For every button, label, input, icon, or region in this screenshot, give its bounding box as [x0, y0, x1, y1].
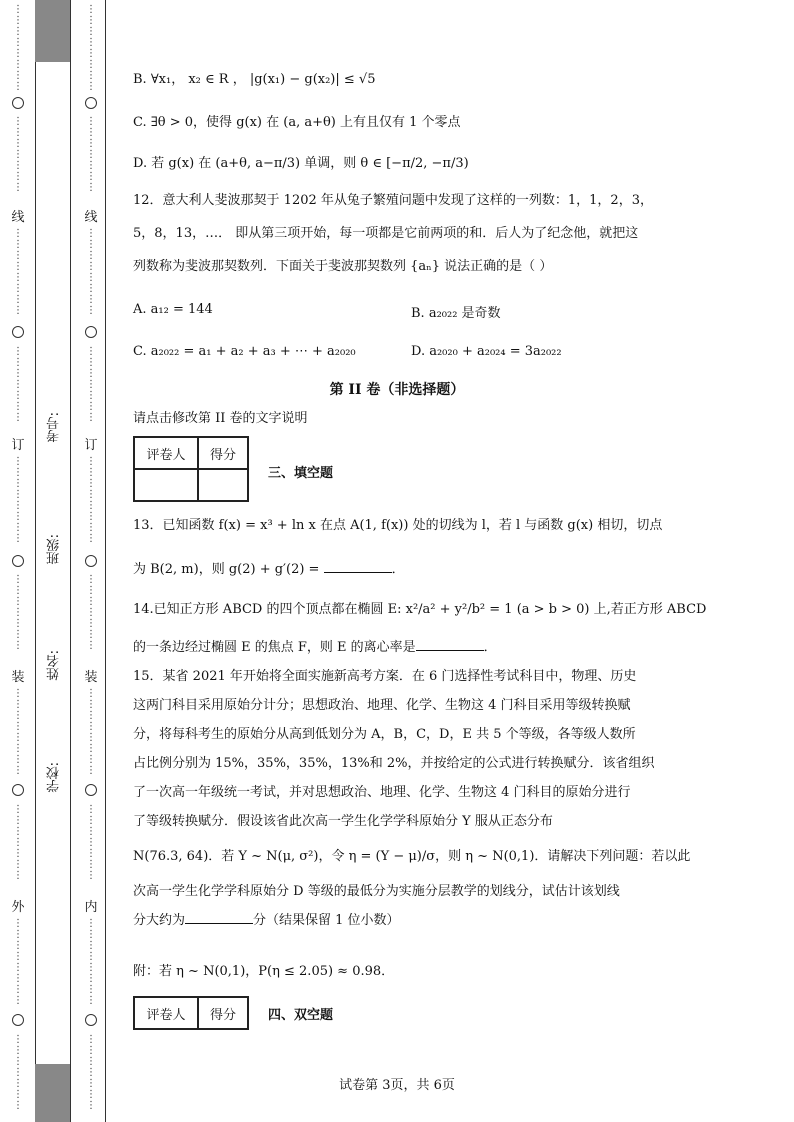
score-header-score: 得分	[198, 437, 248, 469]
q15-line-blank	[133, 906, 663, 935]
outer-dots-6: ⋮ ⋮ ⋮ ⋮ ⋮ ⋮ ⋮	[13, 574, 23, 651]
inner-mark-xian: 线	[84, 210, 98, 225]
q15-text: 分大约为	[133, 913, 186, 928]
margin-gray-bottom	[35, 1064, 70, 1122]
outer-dots-8: ⋮ ⋮ ⋮ ⋮ ⋮ ⋮ ⋮	[13, 804, 23, 881]
inner-mark-nei: 内	[84, 900, 98, 915]
q12-stem	[133, 186, 663, 281]
score-table-2	[133, 996, 249, 1030]
q12-option-a: A. a₁₂ = 144	[133, 302, 213, 317]
q15-line: 占比例分别为 15%，35%，35%，13%和 2%，并按给定的公式进行转换赋分．该省组织	[133, 756, 655, 771]
label-name: 姓名:	[47, 650, 62, 681]
inner-circle-2	[85, 326, 97, 338]
q12-option-b: B. a₂₀₂₂ 是奇数	[411, 306, 501, 321]
score-header-grader: 评卷人	[134, 437, 198, 469]
outer-dots-2: ⋮ ⋮ ⋮ ⋮ ⋮ ⋮ ⋮	[13, 116, 23, 193]
inner-circle-4	[85, 784, 97, 796]
q13-line-2: 为 B(2, m)，则 g(2) + g′(2) = ．	[133, 558, 405, 580]
q14-line-1: 14.已知正方形 ABCD 的四个顶点都在椭圆 E: x²/a² + y²/b² = 1 (a > b > 0) 上,若正方形 ABCD	[133, 602, 707, 617]
inner-dots-7: ⋮ ⋮ ⋮ ⋮ ⋮ ⋮ ⋮ ⋮	[86, 688, 96, 776]
outer-circle-3	[12, 555, 24, 567]
inner-dots-8: ⋮ ⋮ ⋮ ⋮ ⋮ ⋮ ⋮	[86, 804, 96, 881]
inner-dots-9: ⋮ ⋮ ⋮ ⋮ ⋮ ⋮ ⋮ ⋮	[86, 918, 96, 1006]
outer-circle-1	[12, 97, 24, 109]
inner-circle-1	[85, 97, 97, 109]
q15-line: 了一次高一年级统一考试，并对思想政治、地理、化学、生物这 4 门科目的原始分进行	[133, 785, 631, 800]
inner-dots-4: ⋮ ⋮ ⋮ ⋮ ⋮ ⋮ ⋮	[86, 346, 96, 423]
outer-dots-5: ⋮ ⋮ ⋮ ⋮ ⋮ ⋮ ⋮ ⋮	[13, 456, 23, 544]
q15-line: 次高一学生化学学科原始分 D 等级的最低分为实施分层教学的划线分，试估计该划线	[133, 884, 620, 899]
q15-note: 附：若 η ~ N(0,1)，P(η ≤ 2.05) ≈ 0.98．	[133, 964, 395, 979]
outer-mark-ding: 订	[11, 438, 25, 453]
q12-line: 5，8，13，…． 即从第三项开始，每一项都是它前两项的和．后人为了纪念他，就把这	[133, 226, 639, 241]
page-footer: 试卷第 3页，共 6页	[339, 1078, 455, 1093]
inner-dots-3: ⋮ ⋮ ⋮ ⋮ ⋮ ⋮ ⋮ ⋮	[86, 228, 96, 316]
q11-option-b: B. ∀x₁， x₂ ∈ R ， |g(x₁) − g(x₂)| ≤ √5	[133, 72, 376, 87]
q12-line: 12．意大利人斐波那契于 1202 年从兔子繁殖问题中发现了这样的一列数：1，1，2，3，	[133, 193, 653, 208]
outer-mark-xian: 线	[11, 210, 25, 225]
score-header-score: 得分	[198, 997, 248, 1029]
label-school: 学校:	[47, 762, 62, 793]
label-class: 班级:	[47, 534, 62, 565]
inner-dots-2: ⋮ ⋮ ⋮ ⋮ ⋮ ⋮ ⋮	[86, 116, 96, 193]
label-exam-number: 考号:	[47, 412, 62, 443]
inner-mark-ding: 订	[84, 438, 98, 453]
q12-option-d: D. a₂₀₂₀ + a₂₀₂₄ = 3a₂₀₂₂	[411, 344, 562, 359]
q15-line: 了等级转换赋分．假设该省此次高一学生化学学科原始分 Y 服从正态分布	[133, 814, 553, 829]
margin-line-1	[35, 0, 36, 1122]
margin-line-3	[105, 0, 106, 1122]
q14-answer-blank[interactable]	[416, 636, 484, 651]
q12-option-c: C. a₂₀₂₂ = a₁ + a₂ + a₃ + ⋯ + a₂₀₂₀	[133, 344, 356, 359]
q15-line: 这两门科目采用原始分计分；思想政治、地理、化学、生物这 4 门科目采用等级转换赋	[133, 698, 631, 713]
inner-circle-3	[85, 555, 97, 567]
q14-line-2: 的一条边经过椭圆 E 的焦点 F，则 E 的离心率是 ．	[133, 636, 497, 658]
inner-dots-10: ⋮ ⋮ ⋮ ⋮ ⋮ ⋮ ⋮	[86, 1034, 96, 1111]
score-cell-grader[interactable]	[134, 469, 198, 501]
margin-line-2	[70, 0, 71, 1122]
inner-dots-5: ⋮ ⋮ ⋮ ⋮ ⋮ ⋮ ⋮ ⋮	[86, 456, 96, 544]
q15-answer-blank[interactable]	[185, 909, 253, 924]
part2-note: 请点击修改第 II 卷的文字说明	[133, 411, 308, 426]
q12-line: 列数称为斐波那契数列．下面关于斐波那契数列 {aₙ} 说法正确的是（ ）	[133, 259, 553, 274]
q15-stem	[133, 662, 691, 935]
section-3-title: 三、填空题	[268, 466, 334, 481]
q15-line: N(76.3, 64)．若 Y ~ N(μ, σ²)，令 η = (Y − μ)/σ，则 η ~ N(0,1)．请解决下列问题：若以此	[133, 849, 691, 864]
outer-dots-10: ⋮ ⋮ ⋮ ⋮ ⋮ ⋮ ⋮	[13, 1034, 23, 1111]
q13-text: 为 B(2, m)，则 g(2) + g′(2) =	[133, 562, 324, 577]
inner-dots-6: ⋮ ⋮ ⋮ ⋮ ⋮ ⋮ ⋮	[86, 574, 96, 651]
q13-answer-blank[interactable]	[324, 558, 392, 573]
outer-mark-wai: 外	[11, 900, 25, 915]
inner-mark-zhuang: 装	[84, 670, 98, 685]
q15-text-tail: 分（结果保留 1 位小数）	[253, 913, 400, 928]
inner-dots-1: ⋮ ⋮ ⋮ ⋮ ⋮ ⋮ ⋮ ⋮	[86, 4, 96, 92]
q13-line-1: 13．已知函数 f(x) = x³ + ln x 在点 A(1, f(x)) 处的切线为 l，若 l 与函数 g(x) 相切，切点	[133, 518, 663, 533]
outer-dots-3: ⋮ ⋮ ⋮ ⋮ ⋮ ⋮ ⋮ ⋮	[13, 228, 23, 316]
q15-line: 15．某省 2021 年开始将全面实施新高考方案．在 6 门选择性考试科目中，物理、历史	[133, 669, 637, 684]
inner-circle-5	[85, 1014, 97, 1026]
margin-gray-top	[35, 0, 70, 62]
outer-circle-4	[12, 784, 24, 796]
score-cell-score[interactable]	[198, 469, 248, 501]
outer-dots-1: ⋮ ⋮ ⋮ ⋮ ⋮ ⋮ ⋮ ⋮	[13, 4, 23, 92]
outer-dots-7: ⋮ ⋮ ⋮ ⋮ ⋮ ⋮ ⋮ ⋮	[13, 688, 23, 776]
outer-circle-2	[12, 326, 24, 338]
q11-option-c: C. ∃θ > 0，使得 g(x) 在 (a, a+θ) 上有且仅有 1 个零点	[133, 115, 461, 130]
part2-title: 第 II 卷（非选择题）	[329, 382, 465, 398]
outer-mark-zhuang: 装	[11, 670, 25, 685]
q14-text: 的一条边经过椭圆 E 的焦点 F，则 E 的离心率是	[133, 640, 416, 655]
q15-line: 分，将每科考生的原始分从高到低划分为 A，B，C，D，E 共 5 个等级，各等级人数所	[133, 727, 636, 742]
section-4-title: 四、双空题	[268, 1008, 334, 1023]
score-table-1	[133, 436, 249, 502]
outer-dots-9: ⋮ ⋮ ⋮ ⋮ ⋮ ⋮ ⋮ ⋮	[13, 918, 23, 1006]
outer-dots-4: ⋮ ⋮ ⋮ ⋮ ⋮ ⋮ ⋮	[13, 346, 23, 423]
q11-option-d: D. 若 g(x) 在 (a+θ, a−π/3) 单调，则 θ ∈ [−π/2, −π/3)	[133, 156, 469, 171]
outer-circle-5	[12, 1014, 24, 1026]
score-header-grader: 评卷人	[134, 997, 198, 1029]
